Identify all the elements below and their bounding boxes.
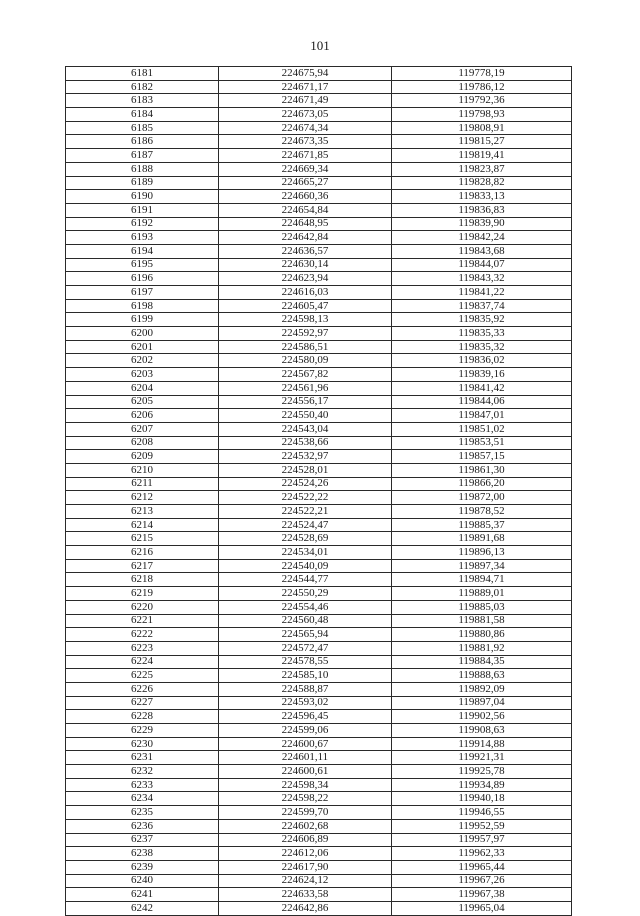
table-row (66, 614, 572, 628)
point-number-cell: 6220 (66, 600, 219, 614)
table-row (66, 559, 572, 573)
y-coordinate-cell: 119843,68 (392, 244, 572, 258)
y-coordinate-cell: 119967,38 (392, 888, 572, 902)
table-row (66, 327, 572, 341)
x-coordinate-cell: 224592,97 (219, 327, 392, 341)
x-coordinate-cell: 224642,84 (219, 231, 392, 245)
table-row (66, 108, 572, 122)
y-coordinate-cell: 119835,32 (392, 340, 572, 354)
y-coordinate-cell: 119891,68 (392, 532, 572, 546)
x-coordinate-cell: 224550,40 (219, 409, 392, 423)
y-coordinate-cell: 119902,56 (392, 710, 572, 724)
y-coordinate-cell: 119894,71 (392, 573, 572, 587)
y-coordinate-cell: 119914,88 (392, 737, 572, 751)
y-coordinate-cell: 119778,19 (392, 67, 572, 81)
y-coordinate-cell: 119885,37 (392, 518, 572, 532)
table-row (66, 792, 572, 806)
table-row (66, 874, 572, 888)
x-coordinate-cell: 224623,94 (219, 272, 392, 286)
table-row (66, 751, 572, 765)
y-coordinate-cell: 119921,31 (392, 751, 572, 765)
point-number-cell: 6205 (66, 395, 219, 409)
point-number-cell: 6234 (66, 792, 219, 806)
x-coordinate-cell: 224605,47 (219, 299, 392, 313)
table-row (66, 340, 572, 354)
point-number-cell: 6239 (66, 860, 219, 874)
x-coordinate-cell: 224599,06 (219, 724, 392, 738)
table-row (66, 409, 572, 423)
y-coordinate-cell: 119851,02 (392, 422, 572, 436)
table-row (66, 532, 572, 546)
table-row (66, 436, 572, 450)
y-coordinate-cell: 119861,30 (392, 463, 572, 477)
table-row (66, 354, 572, 368)
x-coordinate-cell: 224636,57 (219, 244, 392, 258)
point-number-cell: 6241 (66, 888, 219, 902)
table-row (66, 655, 572, 669)
x-coordinate-cell: 224585,10 (219, 669, 392, 683)
point-number-cell: 6242 (66, 901, 219, 915)
table-row (66, 422, 572, 436)
y-coordinate-cell: 119833,13 (392, 190, 572, 204)
y-coordinate-cell: 119841,42 (392, 381, 572, 395)
x-coordinate-cell: 224561,96 (219, 381, 392, 395)
point-number-cell: 6207 (66, 422, 219, 436)
point-number-cell: 6216 (66, 546, 219, 560)
point-number-cell: 6212 (66, 491, 219, 505)
table-row (66, 778, 572, 792)
table-row (66, 860, 572, 874)
table-row (66, 258, 572, 272)
point-number-cell: 6197 (66, 286, 219, 300)
point-number-cell: 6198 (66, 299, 219, 313)
point-number-cell: 6191 (66, 203, 219, 217)
table-row (66, 463, 572, 477)
table-row (66, 628, 572, 642)
y-coordinate-cell: 119844,07 (392, 258, 572, 272)
table-row (66, 477, 572, 491)
y-coordinate-cell: 119952,59 (392, 819, 572, 833)
x-coordinate-cell: 224606,89 (219, 833, 392, 847)
point-number-cell: 6185 (66, 121, 219, 135)
x-coordinate-cell: 224596,45 (219, 710, 392, 724)
x-coordinate-cell: 224588,87 (219, 682, 392, 696)
x-coordinate-cell: 224572,47 (219, 641, 392, 655)
point-number-cell: 6206 (66, 409, 219, 423)
point-number-cell: 6209 (66, 450, 219, 464)
point-number-cell: 6221 (66, 614, 219, 628)
point-number-cell: 6224 (66, 655, 219, 669)
y-coordinate-cell: 119835,92 (392, 313, 572, 327)
y-coordinate-cell: 119835,33 (392, 327, 572, 341)
point-number-cell: 6208 (66, 436, 219, 450)
y-coordinate-cell: 119880,86 (392, 628, 572, 642)
table-row (66, 313, 572, 327)
point-number-cell: 6183 (66, 94, 219, 108)
table-row (66, 80, 572, 94)
x-coordinate-cell: 224522,21 (219, 505, 392, 519)
x-coordinate-cell: 224540,09 (219, 559, 392, 573)
point-number-cell: 6202 (66, 354, 219, 368)
point-number-cell: 6230 (66, 737, 219, 751)
point-number-cell: 6218 (66, 573, 219, 587)
table-row (66, 286, 572, 300)
point-number-cell: 6194 (66, 244, 219, 258)
x-coordinate-cell: 224560,48 (219, 614, 392, 628)
table-row (66, 135, 572, 149)
x-coordinate-cell: 224616,03 (219, 286, 392, 300)
coordinates-table (65, 66, 572, 916)
table-row (66, 806, 572, 820)
table-row (66, 244, 572, 258)
y-coordinate-cell: 119897,34 (392, 559, 572, 573)
table-row (66, 505, 572, 519)
point-number-cell: 6219 (66, 587, 219, 601)
x-coordinate-cell: 224600,67 (219, 737, 392, 751)
x-coordinate-cell: 224524,47 (219, 518, 392, 532)
x-coordinate-cell: 224660,36 (219, 190, 392, 204)
table-row (66, 395, 572, 409)
x-coordinate-cell: 224593,02 (219, 696, 392, 710)
point-number-cell: 6184 (66, 108, 219, 122)
point-number-cell: 6229 (66, 724, 219, 738)
point-number-cell: 6192 (66, 217, 219, 231)
table-row (66, 381, 572, 395)
point-number-cell: 6217 (66, 559, 219, 573)
y-coordinate-cell: 119839,90 (392, 217, 572, 231)
point-number-cell: 6203 (66, 368, 219, 382)
y-coordinate-cell: 119828,82 (392, 176, 572, 190)
point-number-cell: 6228 (66, 710, 219, 724)
table-row (66, 888, 572, 902)
y-coordinate-cell: 119896,13 (392, 546, 572, 560)
y-coordinate-cell: 119839,16 (392, 368, 572, 382)
point-number-cell: 6236 (66, 819, 219, 833)
point-number-cell: 6201 (66, 340, 219, 354)
x-coordinate-cell: 224550,29 (219, 587, 392, 601)
table-row (66, 737, 572, 751)
y-coordinate-cell: 119884,35 (392, 655, 572, 669)
table-row (66, 231, 572, 245)
table-row (66, 710, 572, 724)
x-coordinate-cell: 224675,94 (219, 67, 392, 81)
y-coordinate-cell: 119881,92 (392, 641, 572, 655)
y-coordinate-cell: 119792,36 (392, 94, 572, 108)
table-row (66, 696, 572, 710)
x-coordinate-cell: 224565,94 (219, 628, 392, 642)
point-number-cell: 6227 (66, 696, 219, 710)
table-row (66, 901, 572, 915)
point-number-cell: 6186 (66, 135, 219, 149)
y-coordinate-cell: 119889,01 (392, 587, 572, 601)
table-row (66, 149, 572, 163)
x-coordinate-cell: 224598,34 (219, 778, 392, 792)
y-coordinate-cell: 119872,00 (392, 491, 572, 505)
x-coordinate-cell: 224669,34 (219, 162, 392, 176)
table-row (66, 450, 572, 464)
x-coordinate-cell: 224544,77 (219, 573, 392, 587)
table-row (66, 162, 572, 176)
x-coordinate-cell: 224532,97 (219, 450, 392, 464)
y-coordinate-cell: 119940,18 (392, 792, 572, 806)
point-number-cell: 6182 (66, 80, 219, 94)
page-number: 101 (310, 38, 330, 53)
x-coordinate-cell: 224617,90 (219, 860, 392, 874)
point-number-cell: 6237 (66, 833, 219, 847)
x-coordinate-cell: 224543,04 (219, 422, 392, 436)
x-coordinate-cell: 224624,12 (219, 874, 392, 888)
y-coordinate-cell: 119934,89 (392, 778, 572, 792)
x-coordinate-cell: 224612,06 (219, 847, 392, 861)
point-number-cell: 6215 (66, 532, 219, 546)
x-coordinate-cell: 224524,26 (219, 477, 392, 491)
table-row (66, 847, 572, 861)
point-number-cell: 6211 (66, 477, 219, 491)
table-row (66, 190, 572, 204)
x-coordinate-cell: 224600,61 (219, 765, 392, 779)
point-number-cell: 6222 (66, 628, 219, 642)
y-coordinate-cell: 119815,27 (392, 135, 572, 149)
table-row (66, 176, 572, 190)
y-coordinate-cell: 119841,22 (392, 286, 572, 300)
point-number-cell: 6225 (66, 669, 219, 683)
x-coordinate-cell: 224665,27 (219, 176, 392, 190)
y-coordinate-cell: 119878,52 (392, 505, 572, 519)
point-number-cell: 6193 (66, 231, 219, 245)
table-row (66, 491, 572, 505)
x-coordinate-cell: 224567,82 (219, 368, 392, 382)
point-number-cell: 6195 (66, 258, 219, 272)
table-row (66, 518, 572, 532)
point-number-cell: 6214 (66, 518, 219, 532)
point-number-cell: 6213 (66, 505, 219, 519)
table-row (66, 272, 572, 286)
table-row (66, 682, 572, 696)
y-coordinate-cell: 119847,01 (392, 409, 572, 423)
x-coordinate-cell: 224528,01 (219, 463, 392, 477)
y-coordinate-cell: 119888,63 (392, 669, 572, 683)
table-row (66, 217, 572, 231)
point-number-cell: 6188 (66, 162, 219, 176)
point-number-cell: 6196 (66, 272, 219, 286)
point-number-cell: 6187 (66, 149, 219, 163)
table-row (66, 299, 572, 313)
point-number-cell: 6204 (66, 381, 219, 395)
y-coordinate-cell: 119957,97 (392, 833, 572, 847)
x-coordinate-cell: 224674,34 (219, 121, 392, 135)
y-coordinate-cell: 119967,26 (392, 874, 572, 888)
y-coordinate-cell: 119842,24 (392, 231, 572, 245)
point-number-cell: 6232 (66, 765, 219, 779)
y-coordinate-cell: 119837,74 (392, 299, 572, 313)
x-coordinate-cell: 224671,49 (219, 94, 392, 108)
y-coordinate-cell: 119908,63 (392, 724, 572, 738)
x-coordinate-cell: 224598,22 (219, 792, 392, 806)
x-coordinate-cell: 224673,35 (219, 135, 392, 149)
y-coordinate-cell: 119836,02 (392, 354, 572, 368)
x-coordinate-cell: 224654,84 (219, 203, 392, 217)
x-coordinate-cell: 224630,14 (219, 258, 392, 272)
point-number-cell: 6189 (66, 176, 219, 190)
y-coordinate-cell: 119946,55 (392, 806, 572, 820)
point-number-cell: 6226 (66, 682, 219, 696)
x-coordinate-cell: 224556,17 (219, 395, 392, 409)
y-coordinate-cell: 119819,41 (392, 149, 572, 163)
point-number-cell: 6231 (66, 751, 219, 765)
point-number-cell: 6200 (66, 327, 219, 341)
table-row (66, 67, 572, 81)
table-row (66, 600, 572, 614)
y-coordinate-cell: 119808,91 (392, 121, 572, 135)
point-number-cell: 6181 (66, 67, 219, 81)
point-number-cell: 6223 (66, 641, 219, 655)
y-coordinate-cell: 119881,58 (392, 614, 572, 628)
y-coordinate-cell: 119857,15 (392, 450, 572, 464)
point-number-cell: 6233 (66, 778, 219, 792)
table-row (66, 669, 572, 683)
table-row (66, 121, 572, 135)
x-coordinate-cell: 224602,68 (219, 819, 392, 833)
table-row (66, 368, 572, 382)
x-coordinate-cell: 224642,86 (219, 901, 392, 915)
y-coordinate-cell: 119786,12 (392, 80, 572, 94)
table-row (66, 641, 572, 655)
x-coordinate-cell: 224598,13 (219, 313, 392, 327)
x-coordinate-cell: 224554,46 (219, 600, 392, 614)
y-coordinate-cell: 119798,93 (392, 108, 572, 122)
x-coordinate-cell: 224648,95 (219, 217, 392, 231)
y-coordinate-cell: 119843,32 (392, 272, 572, 286)
y-coordinate-cell: 119965,04 (392, 901, 572, 915)
coordinates-table-body (66, 67, 572, 916)
table-row (66, 819, 572, 833)
x-coordinate-cell: 224671,17 (219, 80, 392, 94)
y-coordinate-cell: 119892,09 (392, 682, 572, 696)
y-coordinate-cell: 119866,20 (392, 477, 572, 491)
x-coordinate-cell: 224599,70 (219, 806, 392, 820)
table-row (66, 833, 572, 847)
y-coordinate-cell: 119925,78 (392, 765, 572, 779)
point-number-cell: 6210 (66, 463, 219, 477)
x-coordinate-cell: 224671,85 (219, 149, 392, 163)
x-coordinate-cell: 224673,05 (219, 108, 392, 122)
x-coordinate-cell: 224534,01 (219, 546, 392, 560)
table-row (66, 587, 572, 601)
x-coordinate-cell: 224633,58 (219, 888, 392, 902)
point-number-cell: 6199 (66, 313, 219, 327)
y-coordinate-cell: 119965,44 (392, 860, 572, 874)
y-coordinate-cell: 119897,04 (392, 696, 572, 710)
x-coordinate-cell: 224586,51 (219, 340, 392, 354)
y-coordinate-cell: 119836,83 (392, 203, 572, 217)
point-number-cell: 6240 (66, 874, 219, 888)
table-row (66, 94, 572, 108)
point-number-cell: 6190 (66, 190, 219, 204)
table-row (66, 765, 572, 779)
point-number-cell: 6238 (66, 847, 219, 861)
y-coordinate-cell: 119844,06 (392, 395, 572, 409)
x-coordinate-cell: 224528,69 (219, 532, 392, 546)
x-coordinate-cell: 224522,22 (219, 491, 392, 505)
table-row (66, 724, 572, 738)
y-coordinate-cell: 119962,33 (392, 847, 572, 861)
table-row (66, 573, 572, 587)
y-coordinate-cell: 119885,03 (392, 600, 572, 614)
table-row (66, 546, 572, 560)
y-coordinate-cell: 119853,51 (392, 436, 572, 450)
x-coordinate-cell: 224538,66 (219, 436, 392, 450)
x-coordinate-cell: 224580,09 (219, 354, 392, 368)
x-coordinate-cell: 224578,55 (219, 655, 392, 669)
x-coordinate-cell: 224601,11 (219, 751, 392, 765)
y-coordinate-cell: 119823,87 (392, 162, 572, 176)
table-row (66, 203, 572, 217)
point-number-cell: 6235 (66, 806, 219, 820)
